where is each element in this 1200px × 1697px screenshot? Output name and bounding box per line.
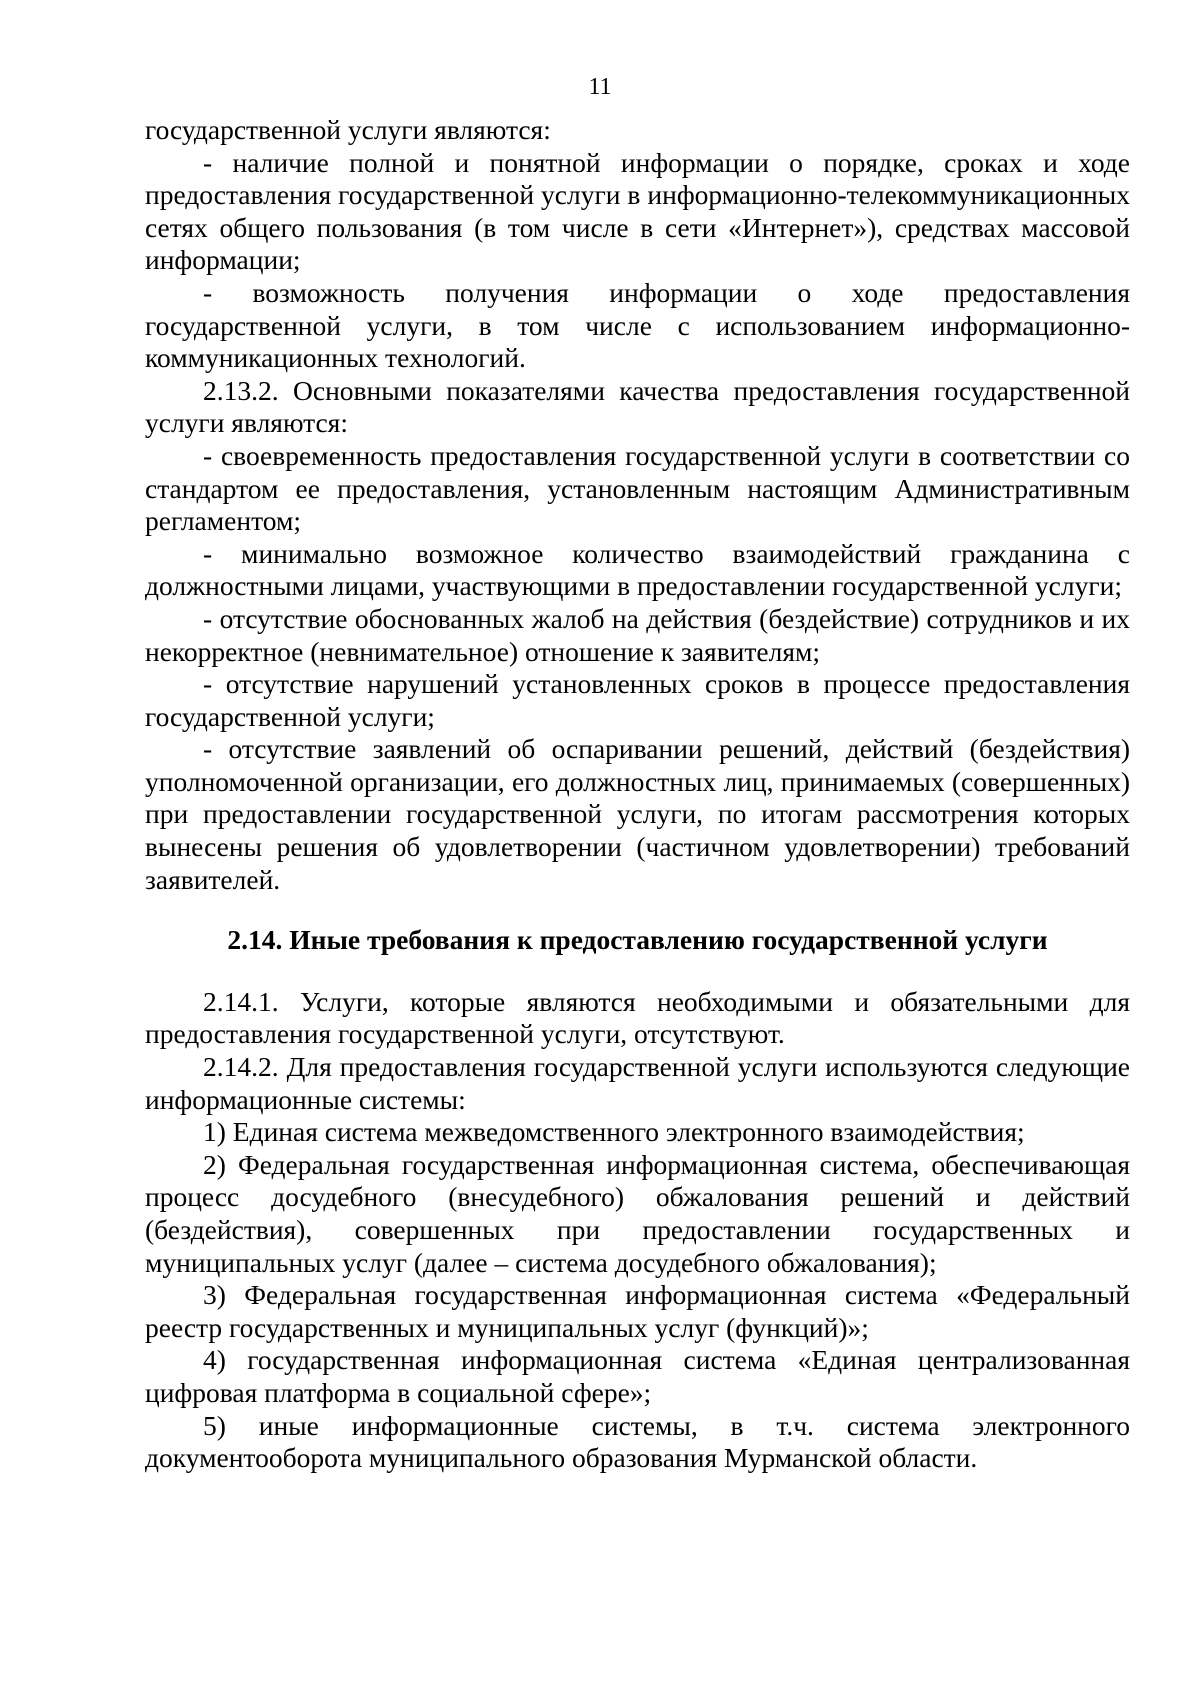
paragraph: - отсутствие нарушений установленных сроков в процессе предоставления государственной услуги; [145, 668, 1130, 732]
paragraph: - отсутствие обоснованных жалоб на действия (бездействие) сотрудников и их некорректное (невнимательное) отношение к заявителям; [145, 602, 1130, 667]
list-item: 2) Федеральная государственная информационная система, обеспечивающая процесс досудебного (внесудебного) обжалования решений и действий (бездействия), совершенных при предоставлении государственных и муниципальных услуг (далее – система досудебного обжалования); [145, 1148, 1130, 1278]
paragraph: - минимально возможное количество взаимодействий гражданина с должностными лицами, участвующими в предоставлении государственной услуги; [145, 537, 1130, 602]
list-item: 4) государственная информационная система «Единая централизованная цифровая платформа в социальной сфере»; [145, 1344, 1130, 1408]
document-body [145, 114, 1130, 1475]
list-item: 5) иные информационные системы, в т.ч. система электронного документооборота муниципального образования Мурманской области. [145, 1409, 1130, 1474]
paragraph: - своевременность предоставления государственной услуги в соответствии со стандартом ее предоставления, установленным настоящим Административным регламентом; [145, 439, 1130, 537]
list-item: 1) Единая система межведомственного электронного взаимодействия; [203, 1116, 1025, 1148]
section-heading: 2.14. Иные требования к предоставлению государственной услуги [227, 924, 1048, 956]
page-number: 11 [588, 74, 612, 100]
paragraph: - возможность получения информации о ходе предоставления государственной услуги, в том числе с использованием информационно-коммуникационных технологий. [145, 276, 1130, 374]
paragraph: - наличие полной и понятной информации о порядке, сроках и ходе предоставления государственной услуги в информационно-телекоммуникационных сетях общего пользования (в том числе в сети «Интернет»), средствах массовой информации; [145, 146, 1130, 276]
paragraph: государственной услуги являются: [145, 114, 551, 145]
paragraph: 2.14.1. Услуги, которые являются необходимыми и обязательными для предоставления государственной услуги, отсутствуют. [145, 985, 1130, 1050]
paragraph: - отсутствие заявлений об оспаривании решений, действий (бездействия) уполномоченной организации, его должностных лиц, принимаемых (совершенных) при предоставлении государственной услуги, по итогам рассмотрения которых вынесены решения об удовлетворении (частичном удовлетворении) требований заявителей. [145, 733, 1130, 895]
paragraph: 2.13.2. Основными показателями качества предоставления государственной услуги являются: [145, 374, 1130, 439]
paragraph: 2.14.2. Для предоставления государственной услуги используются следующие информационные системы: [145, 1051, 1130, 1115]
list-item: 3) Федеральная государственная информационная система «Федеральный реестр государственных и муниципальных услуг (функций)»; [145, 1279, 1130, 1343]
